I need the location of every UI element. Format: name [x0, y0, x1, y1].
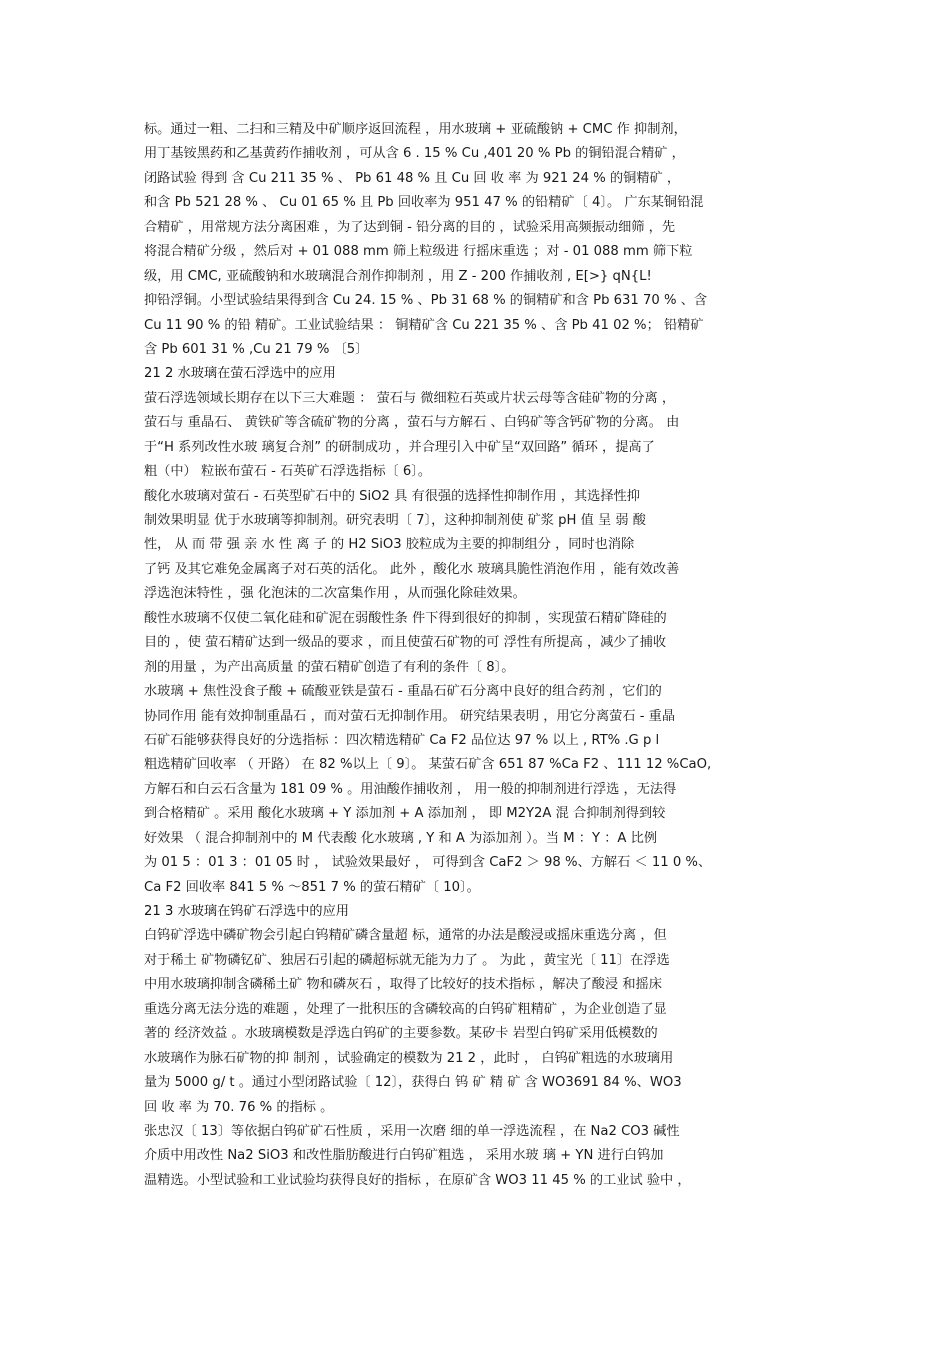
text-line: 到合格精矿 。采用 酸化水玻璃 + Y 添加剂 + A 添加剂 ， 即 M2Y2A 混 合抑制剂得到较: [144, 806, 666, 822]
text-line: 酸化水玻璃对萤石 - 石英型矿石中的 SiO2 具 有很强的选择性抑制作用 ，其选择性抑: [144, 488, 640, 504]
text-line: 中用水玻璃抑制含磷稀土矿 物和磷灰石 ，取得了比较好的技术指标 ，解决了酸浸 和摇床: [144, 977, 662, 993]
text-line: 抑铅浮铜。小型试验结果得到含 Cu 24. 15 % 、Pb 31 68 % 的铜精矿和含 Pb 631 70 % 、含: [144, 293, 708, 309]
section-heading: 21 2 水玻璃在萤石浮选中的应用: [144, 366, 336, 382]
text-line: 酸性水玻璃不仅使二氧化硅和矿泥在弱酸性条 件下得到很好的抑制 ，实现萤石精矿降硅的: [144, 610, 667, 626]
text-line: 了钙 及其它难免金属离子对石英的活化。 此外 ，酸化水 玻璃具脆性消泡作用 ，能有效改善: [144, 561, 680, 577]
text-line: 用丁基铵黑药和乙基黄药作捕收剂 ，可从含 6 . 15 % Cu ,401 20 % Pb 的铜铅混合精矿 ，: [144, 146, 685, 162]
body-text: [144, 118, 824, 1193]
text-line: 协同作用 能有效抑制重晶石 ，而对萤石无抑制作用。 研究结果表明 ，用它分离萤石 - 重晶: [144, 708, 676, 724]
text-line: 张忠汉〔 13〕等依据白钨矿矿石性质 ，采用一次磨 细的单一浮选流程 ，在 Na2 CO3 碱性: [144, 1123, 680, 1139]
text-line: 萤石与 重晶石、 黄铁矿等含硫矿物的分离 ，萤石与方解石 、白钨矿等含钙矿物的分离。 由: [144, 415, 680, 431]
text-line: 性， 从 而 带 强 亲 水 性 离 子 的 H2 SiO3 胶粒成为主要的抑制组分 ，同时也消除: [144, 537, 635, 553]
text-line: 级，用 CMC, 亚硫酸钠和水玻璃混合剂作抑制剂 ，用 Z - 200 作捕收剂 , E[>} qN{L!: [144, 268, 652, 284]
text-line: 于“H 系列改性水玻 璃复合剂” 的研制成功 ，并合理引入中矿呈“双回路” 循环 ，提高了: [144, 439, 655, 455]
text-line: 粗（中） 粒嵌布萤石 - 石英矿石浮选指标〔 6〕。: [144, 464, 432, 480]
text-line: 温精选。小型试验和工业试验均获得良好的指标 ，在原矿含 WO3 11 45 % 的工业试 验中 ，: [144, 1172, 691, 1188]
text-line: 回 收 率 为 70. 76 % 的指标 。: [144, 1099, 334, 1115]
text-line: 合精矿 ，用常规方法分离困难 ，为了达到铜 - 铅分离的目的 ，试验采用高频振动细筛 ，先: [144, 219, 676, 235]
text-line: 量为 5000 g/ t 。通过小型闭路试验〔 12〕，获得白 钨 矿 精 矿 含 WO3691 84 %、WO3: [144, 1075, 682, 1091]
text-line: 为 01 5 ：01 3 ：01 05 时 ， 试验效果最好 ， 可得到含 CaF2 ＞ 98 %、方解石 ＜ 11 0 %、: [144, 855, 712, 871]
text-line: 目的 ，使 萤石精矿达到一级品的要求 ，而且使萤石矿物的可 浮性有所提高 ，减少了捕收: [144, 635, 667, 651]
text-line: 石矿石能够获得良好的分选指标 ：四次精选精矿 Ca F2 品位达 97 % 以上 , RT% .G p l: [144, 732, 660, 748]
text-line: 对于稀土 矿物磷钇矿、独居石引起的磷超标就无能为力了 。 为此 ，黄宝光〔 11〕在浮选: [144, 952, 670, 968]
text-line: Cu 11 90 % 的铅 精矿。工业试验结果 ： 铜精矿含 Cu 221 35 % 、含 Pb 41 02 %； 铅精矿: [144, 317, 704, 333]
text-line: 著的 经济效益 。水玻璃模数是浮选白钨矿的主要参数。某矽卡 岩型白钨矿采用低模数的: [144, 1026, 658, 1042]
text-line: 闭路试验 得到 含 Cu 211 35 % 、 Pb 61 48 % 且 Cu 回 收 率 为 921 24 % 的铜精矿 ，: [144, 170, 681, 186]
text-line: 含 Pb 601 31 % ,Cu 21 79 % 〔5〕: [144, 341, 369, 357]
text-line: 重选分离无法分选的难题 ，处理了一批积压的含磷较高的白钨矿粗精矿 ，为企业创造了显: [144, 1001, 667, 1017]
text-line: 好效果 （ 混合抑制剂中的 M 代表酸 化水玻璃 , Y 和 A 为添加剂 ）。当 M ：Y ：A 比例: [144, 830, 658, 846]
text-line: 介质中用改性 Na2 SiO3 和改性脂肪酸进行白钨矿粗选 ， 采用水玻 璃 + YN 进行白钨加: [144, 1148, 664, 1164]
text-line: 制效果明显 优于水玻璃等抑制剂。研究表明〔 7〕，这种抑制剂使 矿浆 pH 值 呈 弱 酸: [144, 513, 646, 528]
text-line: 方解石和白云石含量为 181 09 % 。用油酸作捕收剂 ， 用一般的抑制剂进行浮选 ，无法得: [144, 781, 677, 797]
text-line: 和含 Pb 521 28 % 、 Cu 01 65 % 且 Pb 回收率为 951 47 % 的铅精矿〔 4〕。 广东某铜铅混: [144, 195, 704, 211]
text-line: 水玻璃 + 焦性没食子酸 + 硫酸亚铁是萤石 - 重晶石矿石分离中良好的组合药剂 ，它们的: [144, 684, 662, 700]
text-line: Ca F2 回收率 841 5 % ～851 7 % 的萤石精矿〔 10〕。: [144, 879, 480, 895]
text-line: 将混合精矿分级 ，然后对 + 01 088 mm 筛上粒级进 行摇床重选 ；对 - 01 088 mm 筛下粒: [144, 244, 693, 260]
text-line: 白钨矿浮选中磷矿物会引起白钨精矿磷含量超 标，通常的办法是酸浸或摇床重选分离 ，但: [144, 928, 667, 944]
section-heading: 21 3 水玻璃在钨矿石浮选中的应用: [144, 904, 349, 919]
text-line: 粗选精矿回收率 （ 开路） 在 82 %以上〔 9〕。 某萤石矿含 651 87 %Ca F2 、111 12 %CaO,: [144, 757, 712, 773]
text-line: 水玻璃作为脉石矿物的抑 制剂 ，试验确定的模数为 21 2 ，此时 ， 白钨矿粗选的水玻璃用: [144, 1050, 674, 1066]
text-line: 剂的用量 ，为产出高质量 的萤石精矿创造了有利的条件〔 8〕。: [144, 659, 515, 675]
text-line: 标。通过一粗、二扫和三精及中矿顺序返回流程 ，用水玻璃 + 亚硫酸钠 + CMC 作 抑制剂，: [144, 122, 687, 137]
text-line: 萤石浮选领域长期存在以下三大难题 ： 萤石与 微细粒石英或片状云母等含硅矿物的分离 ，: [144, 390, 676, 406]
text-line: 浮选泡沫特性 ，强 化泡沫的二次富集作用 ，从而强化除硅效果。: [144, 586, 526, 602]
